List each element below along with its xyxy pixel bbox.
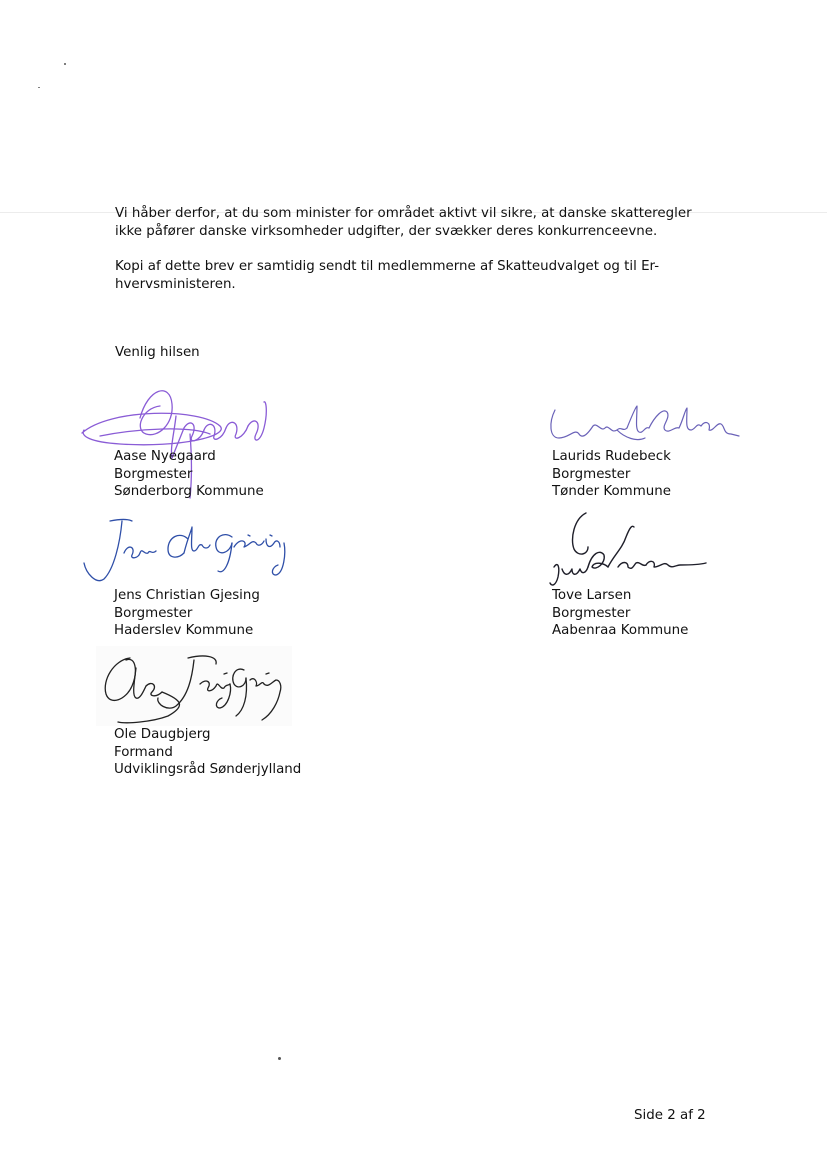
body-paragraph-1 [115, 205, 715, 240]
signatory-title: Borgmester [552, 466, 631, 482]
text-line: Vi håber derfor, at du som minister for området aktivt vil sikre, at danske skatteregler [115, 206, 692, 221]
handwritten-signature [545, 398, 745, 453]
signatory-organization: Udviklingsråd Sønderjylland [114, 762, 302, 777]
signatory-organization: Tønder Kommune [552, 484, 671, 499]
signatory-title: Borgmester [114, 466, 193, 482]
signatory-name: Jens Christian Gjesing [114, 588, 260, 603]
handwritten-signature [548, 505, 713, 590]
scan-speck [278, 1057, 281, 1060]
text-line: ikke påfører danske virksomheder udgifter, der svækker deres konkurrenceevne. [115, 223, 658, 239]
signatory-name: Tove Larsen [552, 588, 632, 603]
page-number: Side 2 af 2 [634, 1108, 706, 1123]
handwritten-signature [80, 513, 295, 593]
signatory-name: Laurids Rudebeck [552, 449, 671, 464]
signatory-title: Borgmester [114, 605, 193, 621]
signatory-block [114, 587, 260, 640]
scan-speck [38, 87, 40, 88]
signatory-title: Borgmester [552, 605, 631, 621]
signatory-name: Ole Daugbjerg [114, 727, 211, 742]
text-line: Kopi af dette brev er samtidig sendt til medlemmerne af Skatteudvalget og til Er- [115, 259, 660, 274]
text-line: hvervsministeren. [115, 276, 236, 292]
signatory-block [114, 448, 264, 501]
signatory-name: Aase Nyegaard [114, 449, 216, 464]
signatory-block [552, 448, 671, 501]
signatory-organization: Sønderborg Kommune [114, 484, 264, 499]
body-paragraph-2 [115, 258, 715, 293]
scan-speck [64, 63, 66, 65]
signatory-organization: Haderslev Kommune [114, 623, 254, 638]
signatory-title: Formand [114, 744, 173, 760]
signatory-block [552, 587, 688, 640]
signatory-block [114, 726, 301, 779]
signatory-organization: Aabenraa Kommune [552, 623, 689, 638]
closing-greeting: Venlig hilsen [115, 345, 200, 360]
signature-scan-background [96, 646, 292, 726]
